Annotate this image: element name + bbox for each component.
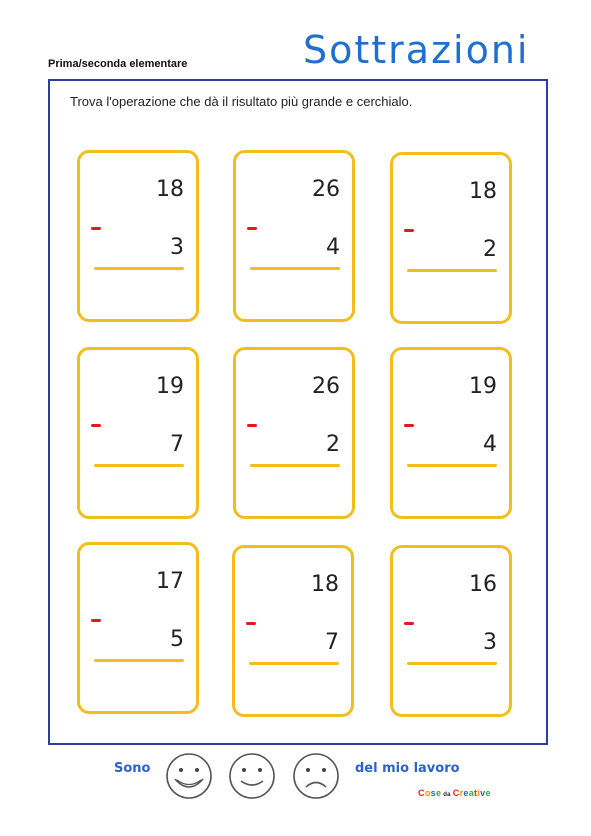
subtrahend: 4 — [326, 235, 340, 260]
subtrahend: 2 — [483, 237, 497, 262]
minuend: 17 — [156, 569, 184, 594]
brand-logo: Cose da Creative — [418, 788, 491, 798]
minus-sign — [246, 622, 256, 625]
answer-line — [250, 464, 340, 467]
subtrahend: 3 — [483, 630, 497, 655]
minus-sign — [404, 229, 414, 232]
answer-line — [407, 464, 497, 467]
minus-sign — [404, 622, 414, 625]
minuend: 19 — [156, 374, 184, 399]
subtraction-card-7[interactable] — [77, 542, 199, 714]
minuend: 18 — [469, 179, 497, 204]
sad-face-icon[interactable] — [289, 751, 343, 801]
answer-line — [94, 267, 184, 270]
answer-line — [94, 464, 184, 467]
subtrahend: 4 — [483, 432, 497, 457]
subtraction-card-9[interactable] — [390, 545, 512, 717]
subtrahend: 2 — [326, 432, 340, 457]
subtraction-card-3[interactable] — [390, 152, 512, 324]
minuend: 26 — [312, 177, 340, 202]
subtrahend: 3 — [170, 235, 184, 260]
minus-sign — [404, 424, 414, 427]
minuend: 19 — [469, 374, 497, 399]
subtrahend: 7 — [325, 630, 339, 655]
instruction-text: Trova l'operazione che dà il risultato più grande e cerchialo. — [70, 94, 413, 109]
minuend: 18 — [311, 572, 339, 597]
subtraction-card-6[interactable] — [390, 347, 512, 519]
minus-sign — [247, 227, 257, 230]
minus-sign — [91, 227, 101, 230]
subtraction-card-1[interactable] — [77, 150, 199, 322]
subtraction-card-5[interactable] — [233, 347, 355, 519]
answer-line — [249, 662, 339, 665]
minuend: 26 — [312, 374, 340, 399]
subtraction-card-2[interactable] — [233, 150, 355, 322]
subtraction-card-4[interactable] — [77, 347, 199, 519]
minuend: 16 — [469, 572, 497, 597]
subtrahend: 7 — [170, 432, 184, 457]
grade-label: Prima/seconda elementare — [48, 58, 188, 70]
minus-sign — [91, 424, 101, 427]
answer-line — [250, 267, 340, 270]
page-title: Sottrazioni — [303, 28, 530, 72]
footer-prefix: Sono — [114, 761, 151, 776]
answer-line — [94, 659, 184, 662]
minuend: 18 — [156, 177, 184, 202]
answer-line — [407, 269, 497, 272]
minus-sign — [247, 424, 257, 427]
subtrahend: 5 — [170, 627, 184, 652]
minus-sign — [91, 619, 101, 622]
subtraction-card-8[interactable] — [232, 545, 354, 717]
very-happy-face-icon[interactable] — [162, 751, 216, 801]
answer-line — [407, 662, 497, 665]
happy-face-icon[interactable] — [225, 751, 279, 801]
footer-suffix: del mio lavoro — [355, 761, 460, 776]
